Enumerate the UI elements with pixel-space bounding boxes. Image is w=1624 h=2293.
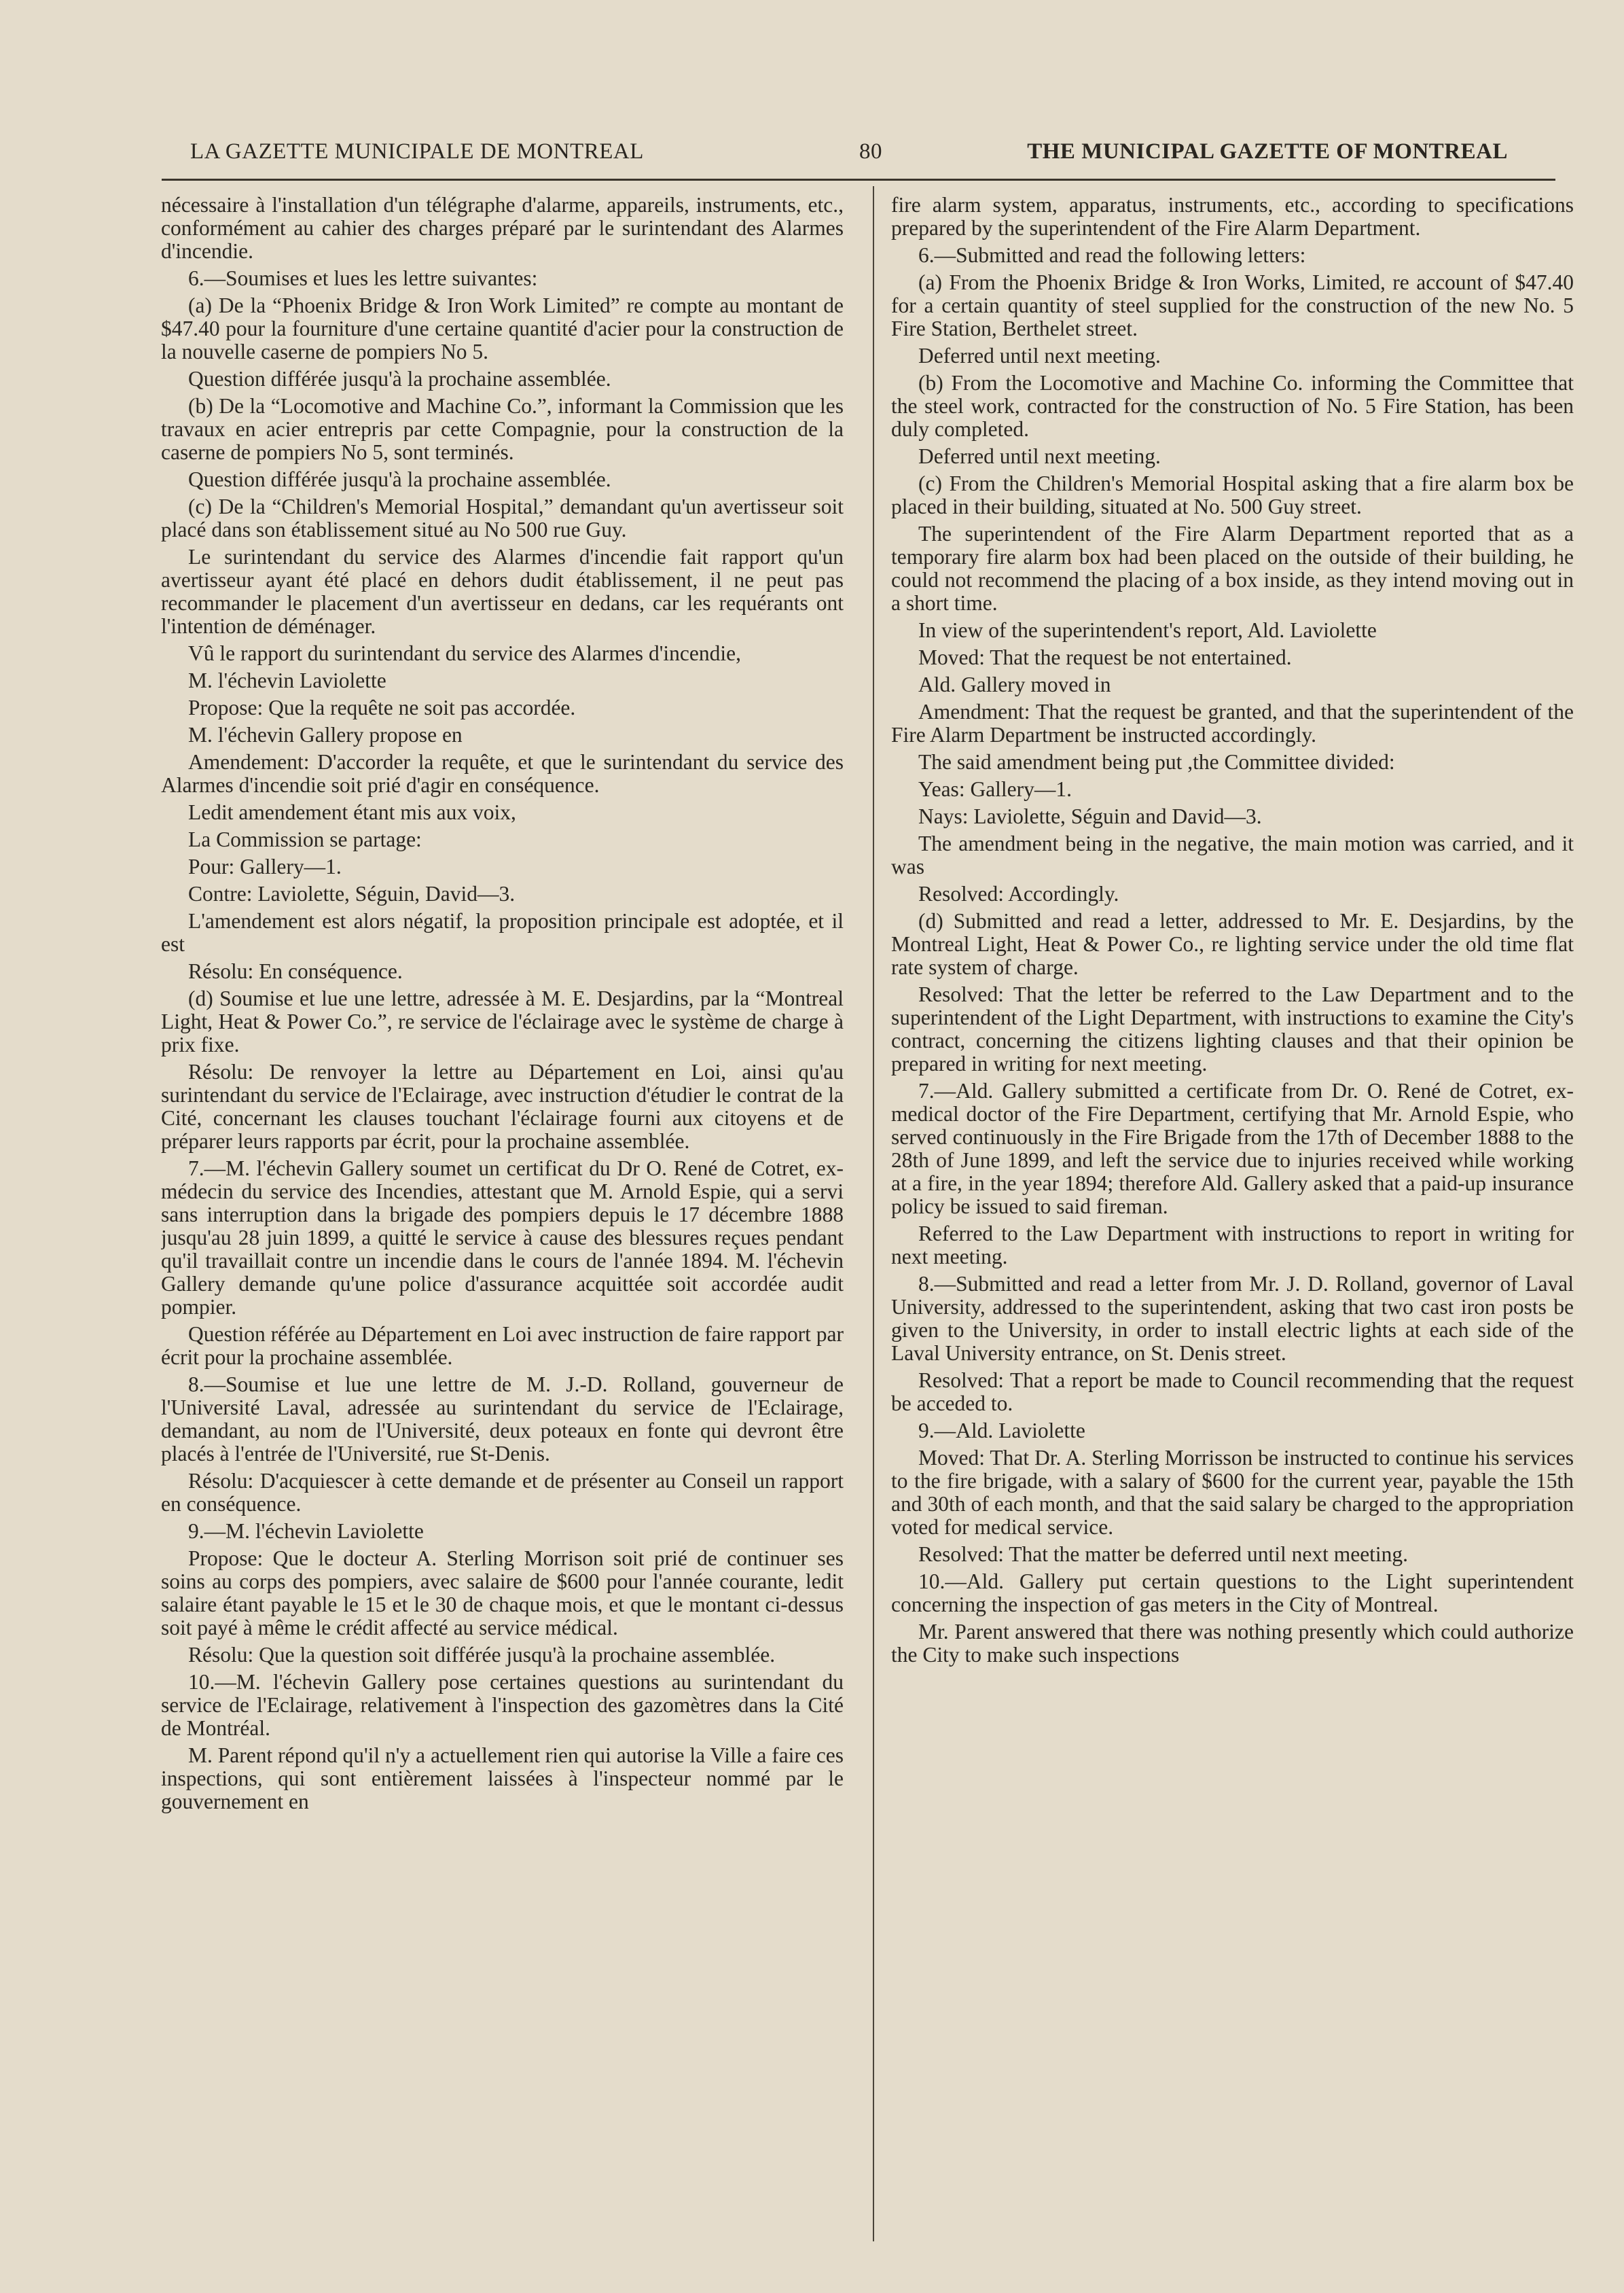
paragraph: Le surintendant du service des Alarmes d'incendie fait rapport qu'un avertisseur ayant été placé en dehors dudit établissement, il ne peut pas recommander le placement d'un avertisseur en dedans, car les requérants ont l'intention de déménager. — [161, 545, 844, 638]
paragraph: Propose: Que le docteur A. Sterling Morrison soit prié de continuer ses soins au corps des pompiers, avec salaire de $600 pour l'année courante, ledit salaire étant payable le 15 et le 30 de chaque mois, et que le montant ci-dessus soit payé à même le crédit affecté au service médical. — [161, 1546, 844, 1639]
paragraph: fire alarm system, apparatus, instruments, etc., according to specifications prepared by the superintendent of the Fire Alarm Department. — [891, 194, 1574, 240]
paragraph: 10.—Ald. Gallery put certain questions to the Light superintendent concerning the inspection of gas meters in the City of Montreal. — [891, 1569, 1574, 1616]
paragraph: (c) From the Children's Memorial Hospital asking that a fire alarm box be placed in their building, situated at No. 500 Guy street. — [891, 472, 1574, 518]
paragraph: Question différée jusqu'à la prochaine assemblée. — [188, 467, 611, 491]
paragraph: Deferred until next meeting. — [918, 444, 1161, 468]
paragraph: Contre: Laviolette, Séguin, David—3. — [188, 882, 516, 906]
paragraph: Moved: That Dr. A. Sterling Morrisson be instructed to continue his services to the fire brigade, with a salary of $600 for the current year, payable the 15th and 30th of each month, and that the said salary be charged to the appropriation voted for medical service. — [891, 1446, 1574, 1539]
paragraph: The said amendment being put ,the Committee divided: — [918, 750, 1395, 774]
paragraph: (a) De la “Phoenix Bridge & Iron Work Limited” re compte au montant de $47.40 pour la fourniture d'une certaine quantité d'acier pour la construction de la nouvelle caserne de pompiers No 5. — [161, 294, 844, 363]
header-title-english: THE MUNICIPAL GAZETTE OF MONTREAL — [1027, 139, 1508, 164]
paragraph: The superintendent of the Fire Alarm Department reported that as a temporary fire alarm box had been placed on the outside of their building, he could not recommend the placing of a box inside, as they intend moving out in a short time. — [891, 522, 1574, 615]
paragraph: Ledit amendement étant mis aux voix, — [188, 800, 516, 824]
paragraph: Question référée au Département en Loi avec instruction de faire rapport par écrit pour la prochaine assemblée. — [161, 1322, 844, 1369]
paragraph: 8.—Submitted and read a letter from Mr. J. D. Rolland, governor of Laval University, addressed to the superintendent, asking that two cast iron posts be given to the University, in order to install electric lights at each side of the Laval University entrance, on St. Denis street. — [891, 1272, 1574, 1365]
paragraph: 9.—M. l'échevin Laviolette — [188, 1519, 424, 1543]
paragraph: Résolu: Que la question soit différée jusqu'à la prochaine assemblée. — [188, 1643, 776, 1667]
paragraph: 7.—Ald. Gallery submitted a certificate from Dr. O. René de Cotret, ex-medical doctor of the Fire Department, certifying that Mr. Arnold Espie, who served continuously in the Fire Brigade from the 17th of December 1888 to the 28th of June 1899, and left the service due to injuries received while working at a fire, in the year 1894; therefore Ald. Gallery asked that a paid-up insurance policy be issued to said fireman. — [891, 1079, 1574, 1218]
paragraph: Resolved: Accordingly. — [918, 882, 1119, 906]
paragraph: Résolu: D'acquiescer à cette demande et de présenter au Conseil un rapport en conséquence. — [161, 1469, 844, 1516]
paragraph: In view of the superintendent's report, Ald. Laviolette — [918, 618, 1377, 642]
paragraph: Propose: Que la requête ne soit pas accordée. — [188, 696, 576, 719]
page-header — [190, 132, 1508, 173]
paragraph: (b) De la “Locomotive and Machine Co.”, informant la Commission que les travaux en acier entrepris par cette Compagnie, pour la construction de la caserne de pompiers No 5, sont terminés. — [161, 394, 844, 464]
paragraph: Moved: That the request be not entertained. — [918, 645, 1292, 669]
paragraph: Pour: Gallery—1. — [188, 855, 342, 878]
paragraph: Nays: Laviolette, Séguin and David—3. — [918, 804, 1262, 828]
paragraph: L'amendement est alors négatif, la proposition principale est adoptée, et il est — [161, 909, 844, 956]
paragraph: Yeas: Gallery—1. — [918, 777, 1072, 801]
paragraph: Résolu: En conséquence. — [188, 959, 403, 983]
paragraph: Question différée jusqu'à la prochaine assemblée. — [188, 367, 611, 391]
paragraph: Résolu: De renvoyer la lettre au Département en Loi, ainsi qu'au surintendant du service de l'Eclairage, avec instruction d'étudier le contrat de la Cité, concernant les clauses touchant l'éclairage fourni aux citoyens et de préparer leurs rapports par écrit, pour la prochaine assemblée. — [161, 1060, 844, 1153]
paragraph: Amendment: That the request be granted, and that the superintendent of the Fire Alarm Department be instructed accordingly. — [891, 700, 1574, 747]
paragraph: 6.—Soumises et lues les lettre suivantes: — [188, 266, 538, 290]
paragraph: nécessaire à l'installation d'un télégraphe d'alarme, appareils, instruments, etc., conformément au cahier des charges préparé par le surintendant des Alarmes d'incendie. — [161, 194, 844, 263]
paragraph: 10.—M. l'échevin Gallery pose certaines questions au surintendant du service de l'Eclairage, relativement à l'inspection des gazomètres dans la Cité de Montréal. — [161, 1670, 844, 1740]
paragraph: Referred to the Law Department with instructions to report in writing for next meeting. — [891, 1222, 1574, 1268]
paragraph: La Commission se partage: — [188, 828, 422, 851]
paragraph: Vû le rapport du surintendant du service des Alarmes d'incendie, — [188, 641, 741, 665]
page-number: 80 — [859, 139, 882, 164]
paragraph: Mr. Parent answered that there was nothing presently which could authorize the City to make such inspections — [891, 1620, 1574, 1667]
paragraph: 7.—M. l'échevin Gallery soumet un certificat du Dr O. René de Cotret, ex-médecin du service des Incendies, attestant que M. Arnold Espie, qui a servi sans interruption dans la brigade des pompiers depuis le 17 décembre 1888 jusqu'au 28 juin 1899, a quitté le service à cause des blessures reçues pendant qu'il travaillait contre un incendie dans le cours de l'année 1894. M. l'échevin Gallery demande qu'une police d'assurance acquittée soit accordée audit pompier. — [161, 1156, 844, 1319]
column-divider — [873, 186, 874, 2241]
paragraph: Amendement: D'accorder la requête, et que le surintendant du service des Alarmes d'incendie soit prié d'agir en conséquence. — [161, 750, 844, 797]
paragraph: (b) From the Locomotive and Machine Co. informing the Committee that the steel work, contracted for the construction of No. 5 Fire Station, has been duly completed. — [891, 371, 1574, 441]
paragraph: (d) Soumise et lue une lettre, adressée à M. E. Desjardins, par la “Montreal Light, Heat & Power Co.”, re service de l'éclairage avec le système de charge à prix fixe. — [161, 986, 844, 1056]
paragraph: (d) Submitted and read a letter, addressed to Mr. E. Desjardins, by the Montreal Light, Heat & Power Co., re lighting service under the old time flat rate system of charge. — [891, 909, 1574, 979]
paragraph: M. l'échevin Laviolette — [188, 669, 386, 692]
header-title-french: LA GAZETTE MUNICIPALE DE MONTREAL — [190, 139, 644, 164]
paragraph: Resolved: That the matter be deferred until next meeting. — [918, 1542, 1409, 1566]
paragraph: The amendment being in the negative, the main motion was carried, and it was — [891, 832, 1574, 878]
paragraph: 9.—Ald. Laviolette — [918, 1419, 1085, 1442]
paragraph: Resolved: That a report be made to Council recommending that the request be acceded to. — [891, 1368, 1574, 1415]
paragraph: Deferred until next meeting. — [918, 344, 1161, 368]
paragraph: Ald. Gallery moved in — [918, 673, 1111, 696]
paragraph: (c) De la “Children's Memorial Hospital,” demandant qu'un avertisseur soit placé dans son établissement situé au No 500 rue Guy. — [161, 495, 844, 541]
paragraph: M. l'échevin Gallery propose en — [188, 723, 463, 747]
paragraph: 6.—Submitted and read the following letters: — [918, 243, 1306, 267]
paragraph: M. Parent répond qu'il n'y a actuellement rien qui autorise la Ville a faire ces inspections, qui sont entièrement laissées à l'inspecteur nommé par le gouvernement en — [161, 1743, 844, 1813]
french-column — [161, 194, 844, 2245]
paragraph: 8.—Soumise et lue une lettre de M. J.-D. Rolland, gouverneur de l'Université Laval, adressée au surintendant du service de l'Eclairage, demandant, au nom de l'Université, deux poteaux en fonte qui devront être placés à l'entrée de l'Université, rue St-Denis. — [161, 1372, 844, 1465]
paragraph: Resolved: That the letter be referred to the Law Department and to the superintendent of the Light Department, with instructions to examine the City's contract, concerning the citizens lighting clauses and that their opinion be prepared in writing for next meeting. — [891, 982, 1574, 1076]
header-rule — [162, 179, 1555, 181]
english-column — [891, 194, 1574, 2245]
paragraph: (a) From the Phoenix Bridge & Iron Works, Limited, re account of $47.40 for a certain quantity of steel supplied for the construction of the new No. 5 Fire Station, Berthelet street. — [891, 270, 1574, 340]
